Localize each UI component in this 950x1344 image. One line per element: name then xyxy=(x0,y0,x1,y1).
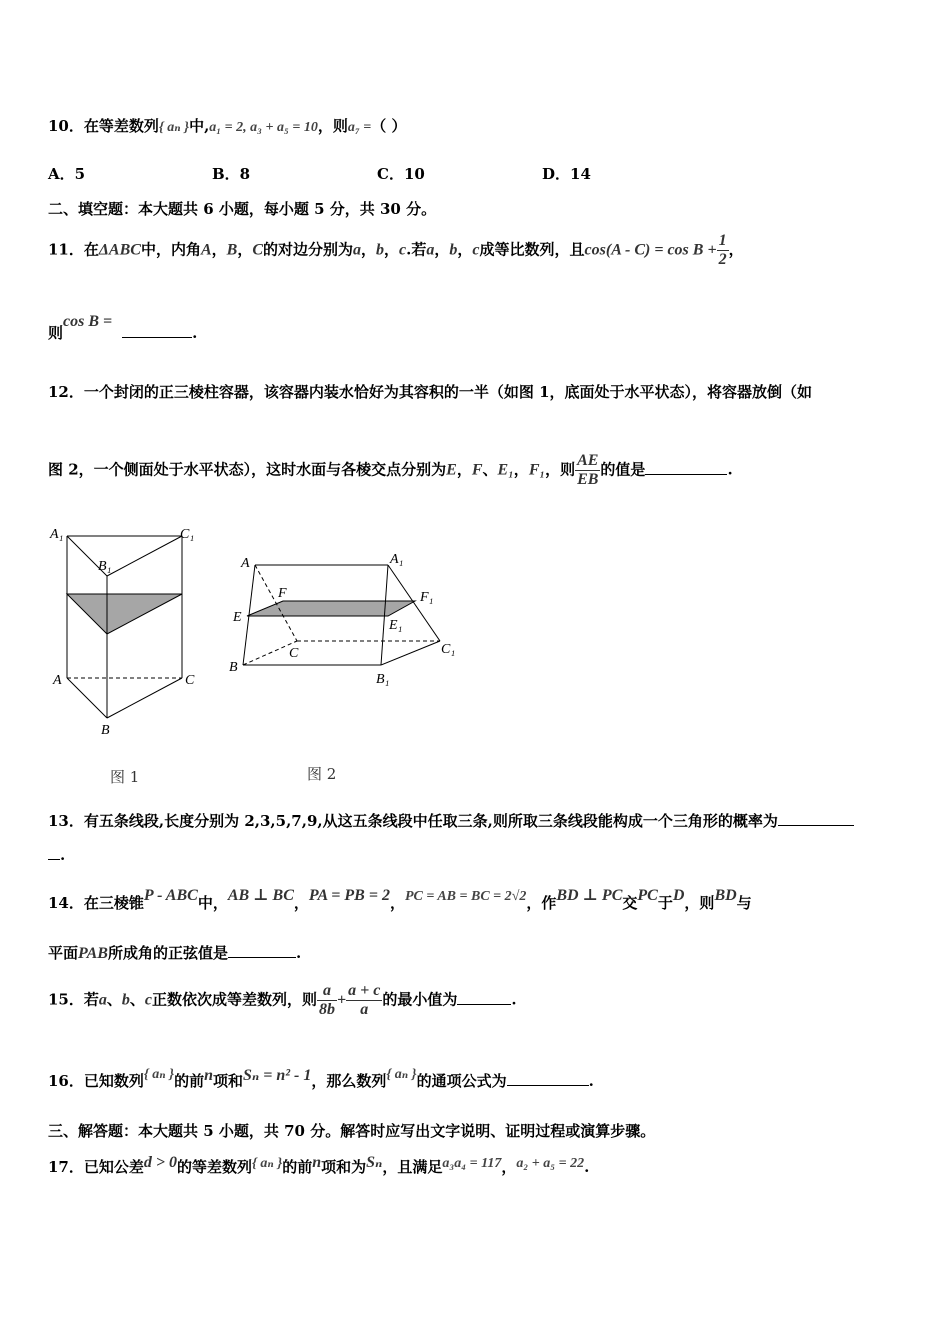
section-2-heading: 二、填空题：本大题共 6 小题，每小题 5 分，共 30 分。 xyxy=(48,200,437,218)
q10-math-condition: a₁ = 2, a₃ + a₅ = 10 xyxy=(209,120,318,135)
fig2-water-surface xyxy=(247,601,415,616)
fig2-label-b: B xyxy=(229,660,238,675)
fig2-label-a1: A₁ xyxy=(390,552,404,567)
q11-cos-equation: cos(A - C) = cos B + xyxy=(584,241,717,259)
q11-answer-blank[interactable] xyxy=(122,336,192,338)
fig2-label-f1: F₁ xyxy=(420,590,434,605)
fig2-label-e: E xyxy=(233,610,242,625)
figure-1-prism xyxy=(40,520,220,745)
question-12-line-2: 图 2，一个侧面处于水平状态），这时水面与各棱交点分别为E，F、E₁，F₁，则 $\frac{AE}{EB}$ 的值是 . xyxy=(48,452,733,488)
question-14-line-2: 平面PAB所成角的正弦值是 . xyxy=(48,944,302,962)
figure-2-caption: 图 2 xyxy=(307,765,337,783)
q15-answer-blank[interactable] xyxy=(457,1003,511,1005)
q15-fraction-2: $\frac{a + c}{a}$ xyxy=(348,982,381,1018)
q10-math-target: a₇ = xyxy=(347,120,372,135)
q10-math-sequence: { aₙ } xyxy=(158,120,190,135)
fig1-label-b: B xyxy=(101,723,110,738)
q14-answer-blank[interactable] xyxy=(228,956,296,958)
q13-answer-blank[interactable] xyxy=(778,824,854,826)
fig2-label-b1: B₁ xyxy=(376,672,390,687)
fig1-label-b1: B₁ xyxy=(98,559,112,574)
q11-number: 11． xyxy=(48,240,84,259)
question-11-line-2: 则cos B =. xyxy=(48,313,198,342)
q15-fraction-1: $\frac{a}{8b}$ xyxy=(319,982,336,1018)
q10-option-c: C．10 xyxy=(377,165,425,183)
question-17: 17．已知公差d > 0的等差数列{ aₙ }的前n项和为Sₙ，且满足a₃a₄ = 117，a₂ + a₅ = 22. xyxy=(48,1154,590,1176)
question-10: 10．在等差数列{ aₙ }中,a₁ = 2, a₃ + a₅ = 10，则a₇ =（ ） xyxy=(48,117,407,135)
q16-answer-blank[interactable] xyxy=(507,1084,589,1086)
fig1-label-a1: A₁ xyxy=(50,527,64,542)
fig2-label-e1: E₁ xyxy=(389,618,403,633)
question-12: 12．一个封闭的正三棱柱容器，该容器内装水恰好为其容积的一半（如图 1，底面处于水平状态），将容器放倒（如 xyxy=(48,383,813,401)
q10-option-b: B．8 xyxy=(212,165,251,183)
q17-number: 17． xyxy=(48,1158,84,1176)
question-15: 15．若a、b、c正数依次成等差数列，则 $\frac{a}{8b}$ + $\frac{a + c}{a}$ 的最小值为 . xyxy=(48,982,517,1018)
fig1-label-c: C xyxy=(185,673,195,688)
question-11: 11．在ΔABC中，内角A，B，C的对边分别为a，b，c.若a，b，c成等比数列，且cos(A - C) = cos B + $\frac{1}{2}$ ， xyxy=(48,232,744,268)
figure-2-prism xyxy=(225,545,470,690)
fig1-label-a: A xyxy=(53,673,62,688)
q12-fraction-ae-eb: $\frac{AE}{EB}$ xyxy=(577,452,599,488)
q15-number: 15． xyxy=(48,990,84,1009)
question-14: 14．在三棱锥P - ABC中，AB ⊥ BC，PA = PB = 2，PC = AB = BC = 2√2，作BD ⊥ PC交PC于D，则BD与 xyxy=(48,887,752,912)
q10-option-d: D．14 xyxy=(542,165,591,183)
fig2-label-f: F xyxy=(278,586,287,601)
question-13: 13．有五条线段,长度分别为 2,3,5,7,9,从这五条线段中任取三条,则所取三条线段能构成一个三角形的概率为 xyxy=(48,810,854,831)
q11-fraction: $\frac{1}{2}$ xyxy=(718,232,727,268)
q10-option-a: A．5 xyxy=(48,165,86,183)
figure-1-caption: 图 1 xyxy=(110,768,140,786)
q13-answer-blank-continued xyxy=(48,858,60,860)
q10-number: 10． xyxy=(48,117,84,135)
fig2-label-a: A xyxy=(241,556,250,571)
q16-number: 16． xyxy=(48,1072,84,1090)
q14-number: 14． xyxy=(48,894,84,912)
fig2-label-c: C xyxy=(289,646,299,661)
fig1-label-c1: C₁ xyxy=(180,527,195,542)
fig1-water-surface xyxy=(67,594,182,634)
q12-answer-blank[interactable] xyxy=(645,473,727,475)
question-13-line-2: . xyxy=(48,846,65,864)
question-16: 16．已知数列{ aₙ }的前n项和Sₙ = n² - 1，那么数列{ aₙ }的通项公式为 . xyxy=(48,1067,594,1090)
fig2-label-c1: C₁ xyxy=(441,642,456,657)
section-3-heading: 三、解答题：本大题共 5 小题，共 70 分。解答时应写出文字说明、证明过程或演算步骤。 xyxy=(48,1122,656,1140)
